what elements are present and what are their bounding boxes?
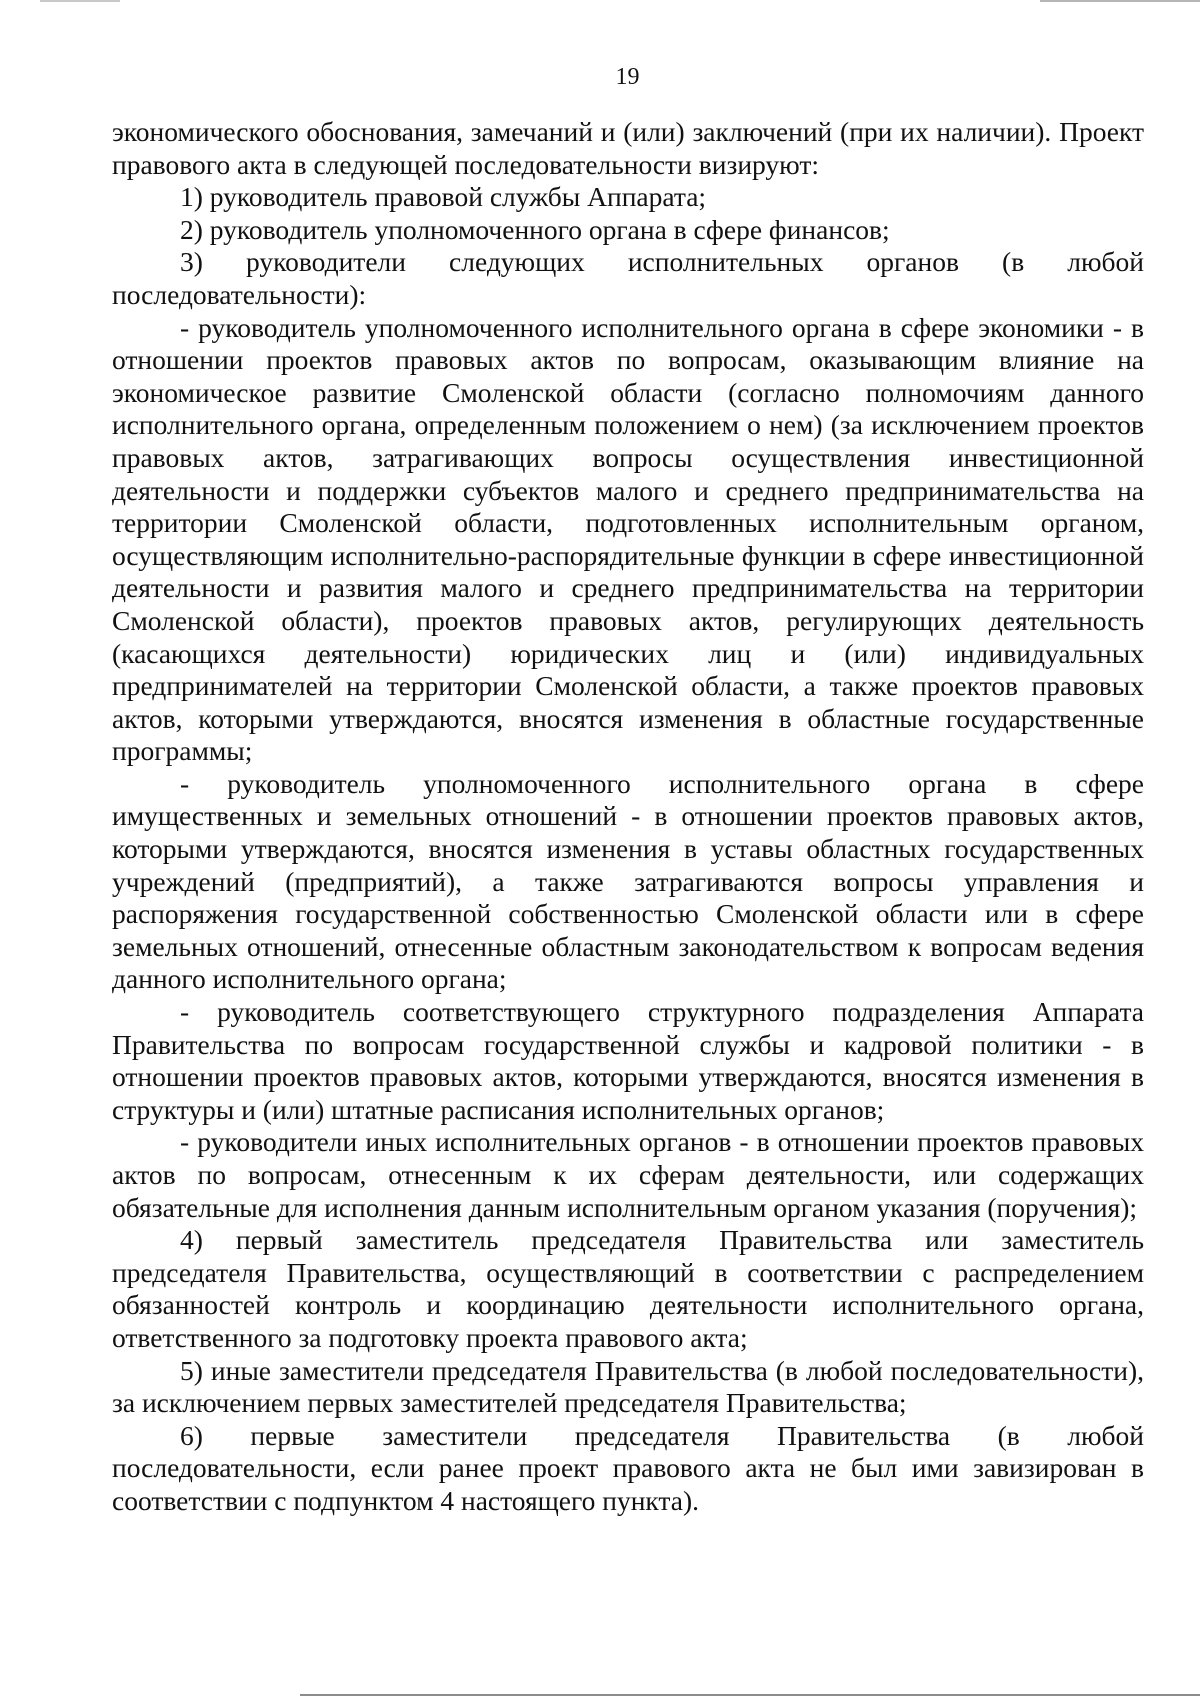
page-number: 19 [615, 64, 640, 90]
list-item-1: 1) руководитель правовой службы Аппарата; [180, 181, 707, 213]
list-item-6: 6) первые заместители председателя Правительства (в любой последовательности, если ранее проект правового акта не был ими завизирован в соответствии с подпунктом 4 настоящего пункта). [112, 1419, 1144, 1516]
sub-item-other-bodies: - руководители иных исполнительных органов - в отношении проектов правовых актов по вопросам, отнесенным к их сферам деятельности, или содержащих обязательные для исполнения данным исполнительным органом указания (поручения); [112, 1126, 1144, 1223]
list-item-5: 5) иные заместители председателя Правительства (в любой последовательности), за исключением первых заместителей председателя Правительства; [112, 1354, 1144, 1419]
document-body [112, 116, 1144, 1518]
list-item-3: 3) руководители следующих исполнительных органов (в любой последовательности): [112, 246, 1144, 310]
list-item-4: 4) первый заместитель председателя Правительства или заместитель председателя Правительства, осуществляющий в соответствии с распределением обязанностей контроль и координацию деятельности исполнительного органа, ответственного за подготовку проекта правового акта; [112, 1224, 1144, 1353]
scan-edge-top-left [40, 0, 120, 2]
scan-edge-top-right [1040, 0, 1200, 2]
scan-edge-bottom [300, 1694, 1200, 1696]
sub-item-property: - руководитель уполномоченного исполнительного органа в сфере имущественных и земельных отношений - в отношении проектов правовых актов, которыми утверждаются, вносятся изменения в уставы областных государственных учреждений (предприятий), а также затрагиваются вопросы управления и распоряжения государственной собственностью Смоленской области или в сфере земельных отношений, отнесенные областным законодательством к вопросам ведения данного исполнительного органа; [112, 767, 1144, 995]
list-item-2: 2) руководитель уполномоченного органа в сфере финансов; [180, 213, 890, 245]
paragraph-intro: экономического обоснования, замечаний и (или) заключений (при их наличии). Проект правового акта в следующей последовательности визируют: [112, 116, 1144, 180]
sub-item-civil-service: - руководитель соответствующего структурного подразделения Аппарата Правительства по вопросам государственной службы и кадровой политики - в отношении проектов правовых актов, которыми утверждаются, вносятся изменения в структуры и (или) штатные расписания исполнительных органов; [112, 996, 1144, 1125]
sub-item-economy: - руководитель уполномоченного исполнительного органа в сфере экономики - в отношении проектов правовых актов по вопросам, оказывающим влияние на экономическое развитие Смоленской области (согласно полномочиям данного исполнительного органа, определенным положением о нем) (за исключением проектов правовых актов, затрагивающих вопросы осуществления инвестиционной деятельности и поддержки субъектов малого и среднего предпринимательства на территории Смоленской области, подготовленных исполнительным органом, осуществляющим исполнительно-распорядительные функции в сфере инвестиционной деятельности и развития малого и среднего предпринимательства на территории Смоленской области), проектов правовых актов, регулирующих деятельность (касающихся деятельности) юридических лиц и (или) индивидуальных предпринимателей на территории Смоленской области, а также проектов правовых актов, которыми утверждаются, вносятся изменения в областные государственные программы; [112, 311, 1144, 767]
